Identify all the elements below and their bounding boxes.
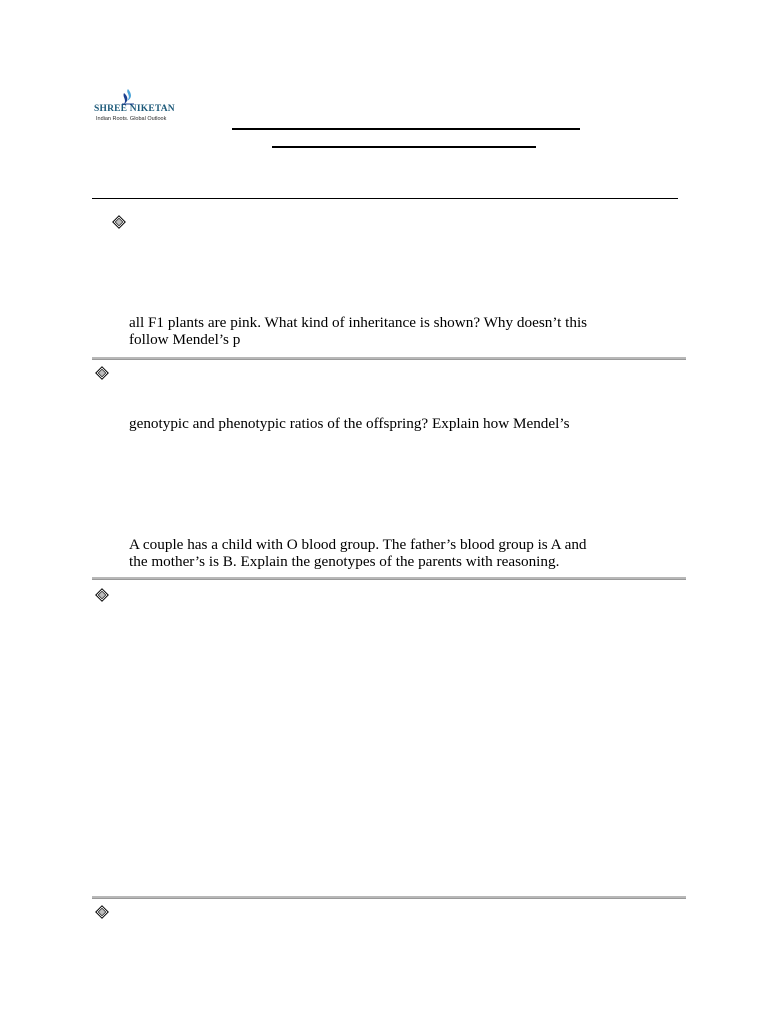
subtitle-line	[272, 146, 536, 148]
section-separator	[92, 577, 686, 580]
diamond-bullet-icon	[95, 366, 109, 380]
question-2-line-1: genotypic and phenotypic ratios of the offspring? Explain how Mendel’s	[129, 415, 570, 432]
section-separator	[92, 896, 686, 899]
section-separator	[92, 357, 686, 360]
logo-name: SHREE NIKETAN	[94, 104, 175, 114]
logo-tagline: Indian Roots. Global Outlook	[96, 116, 167, 122]
question-3-line-2: the mother’s is B. Explain the genotypes of the parents with reasoning.	[129, 553, 560, 570]
diamond-bullet-icon	[95, 905, 109, 919]
diamond-bullet-icon	[112, 215, 126, 229]
question-1-line-2: follow Mendel’s p	[129, 331, 241, 348]
diamond-bullet-icon	[95, 588, 109, 602]
question-1-line-1: all F1 plants are pink. What kind of inheritance is shown? Why doesn’t this	[129, 314, 588, 331]
school-logo	[94, 88, 186, 128]
title-line	[232, 128, 580, 130]
header-divider	[92, 198, 678, 199]
question-3-line-1: A couple has a child with O blood group. The father’s blood group is A and	[129, 536, 587, 553]
